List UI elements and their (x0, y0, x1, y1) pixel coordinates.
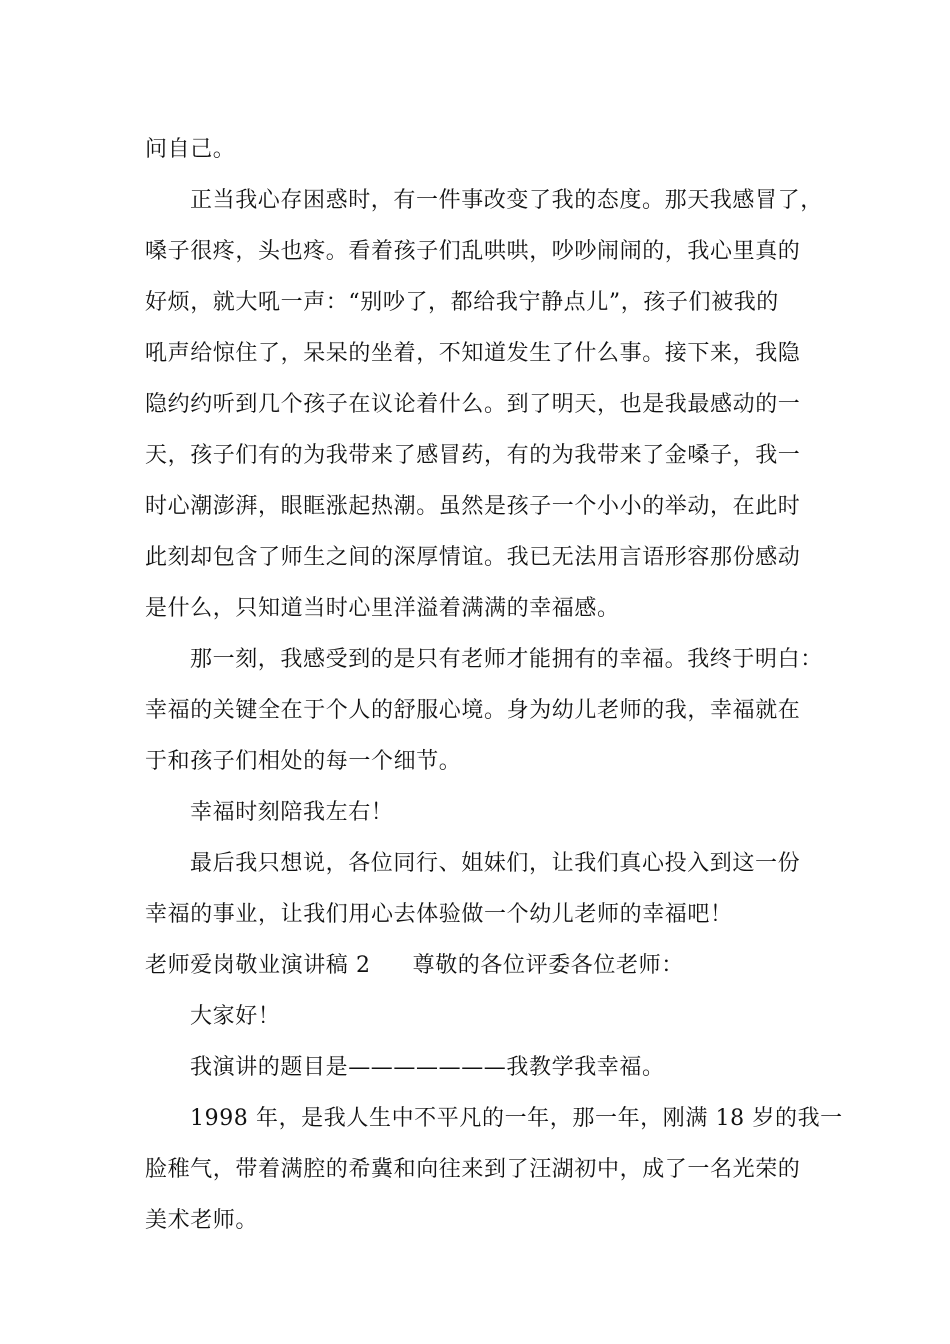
text-line: 1998 年，是我人生中不平凡的一年，那一年，刚满 18 岁的我一 (190, 1106, 843, 1131)
text-line: 正当我心存困惑时，有一件事改变了我的态度。那天我感冒了， (190, 188, 823, 213)
text-line: 脸稚气，带着满腔的希冀和向往来到了汪湖初中，成了一名光荣的 (145, 1157, 801, 1182)
text-line: 天，孩子们有的为我带来了感冒药，有的为我带来了金嗓子，我一 (145, 443, 801, 468)
document-body (145, 124, 843, 1246)
text-line: 此刻却包含了师生之间的深厚情谊。我已无法用言语形容那份感动 (145, 545, 801, 570)
text-line: 问自己。 (145, 137, 236, 162)
text-line: 幸福时刻陪我左右！ (190, 800, 394, 825)
text-line: 吼声给惊住了，呆呆的坐着，不知道发生了什么事。接下来，我隐 (145, 341, 801, 366)
text-line: 幸福的关键全在于个人的舒服心境。身为幼儿老师的我，幸福就在 (145, 698, 801, 723)
text-line: 大家好！ (190, 1004, 281, 1029)
section-heading-line (145, 940, 810, 991)
text-line: 最后我只想说，各位同行、姐妹们，让我们真心投入到这一份 (190, 851, 801, 876)
salutation: 尊敬的各位评委各位老师： (412, 953, 684, 978)
text-line: 美术老师。 (145, 1208, 259, 1233)
text-line: 那一刻，我感受到的是只有老师才能拥有的幸福。我终于明白： (190, 647, 823, 672)
text-line: 隐约约听到几个孩子在议论着什么。到了明天，也是我最感动的一 (145, 392, 801, 417)
text-line: 嗓子很疼，头也疼。看着孩子们乱哄哄，吵吵闹闹的，我心里真的 (145, 239, 801, 264)
text-line: 于和孩子们相处的每一个细节。 (145, 749, 462, 774)
text-line: 好烦，就大吼一声：“别吵了，都给我宁静点儿”，孩子们被我的 (145, 290, 779, 315)
text-line: 是什么，只知道当时心里洋溢着满满的幸福感。 (145, 596, 620, 621)
text-line: 时心潮澎湃，眼眶涨起热潮。虽然是孩子一个小小的举动，在此时 (145, 494, 801, 519)
section-title: 老师爱岗敬业演讲稿 2 (145, 953, 371, 978)
text-line: 幸福的事业，让我们用心去体验做一个幼儿老师的幸福吧！ (145, 902, 733, 927)
text-line: 我演讲的题目是———————我教学我幸福。 (190, 1055, 665, 1080)
